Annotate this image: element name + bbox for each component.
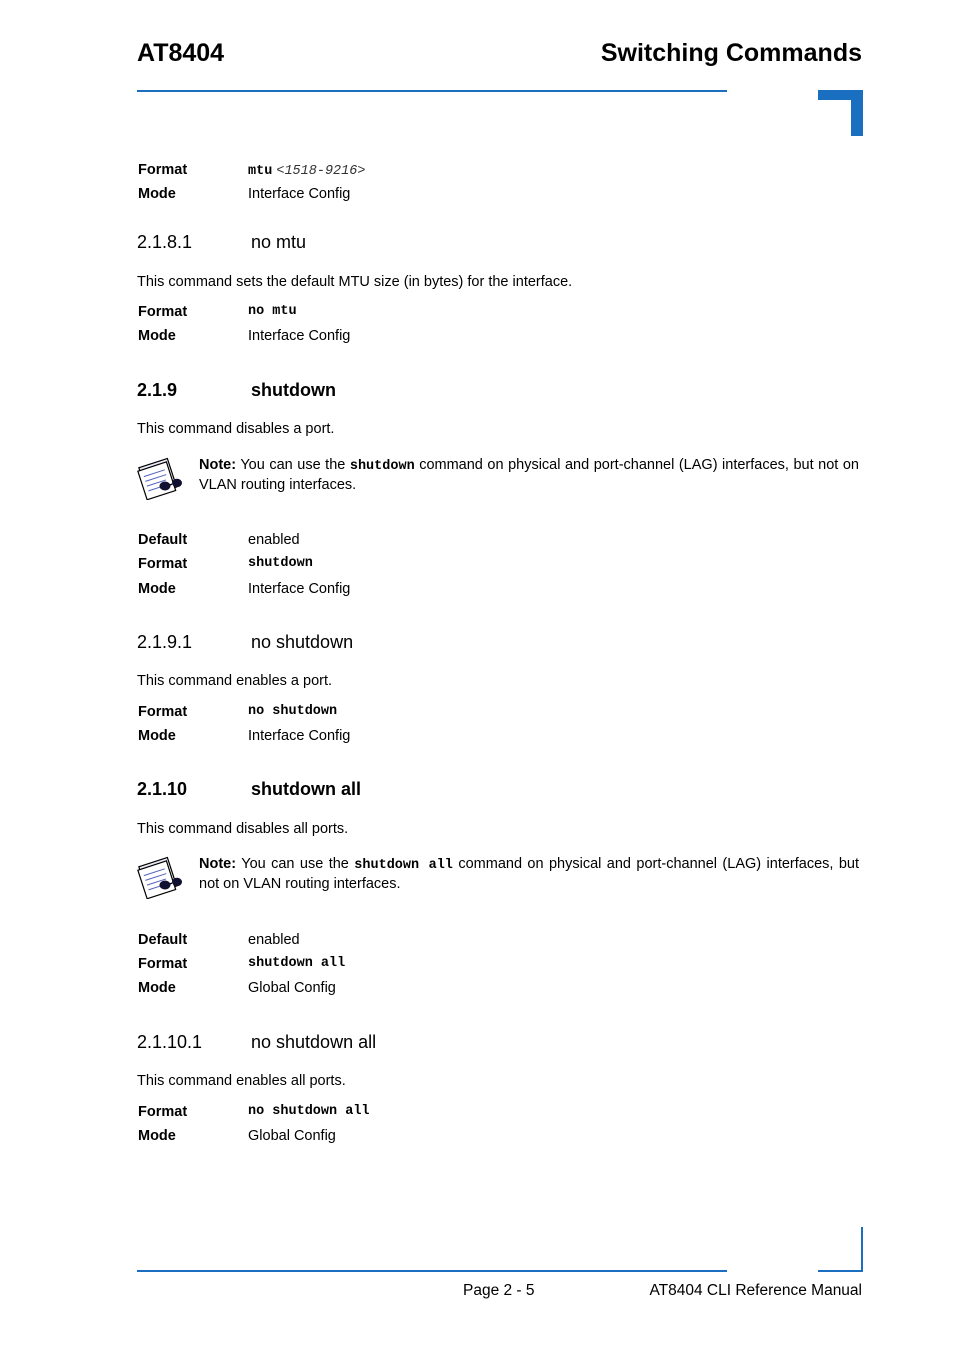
section-description: This command enables all ports. xyxy=(137,1073,346,1089)
mode-value: Interface Config xyxy=(248,728,351,744)
section-number: 2.1.9 xyxy=(137,380,178,400)
format-value: no shutdown all xyxy=(248,1104,370,1119)
mode-label: Mode xyxy=(138,328,176,344)
format-value: no mtu xyxy=(248,304,297,319)
mode-label: Mode xyxy=(138,186,176,202)
mode-value: Interface Config xyxy=(248,328,351,344)
footer-manual-title: AT8404 CLI Reference Manual xyxy=(649,1282,862,1299)
note-text-pre: You can use the xyxy=(236,856,355,872)
format-label: Format xyxy=(138,304,188,320)
header-corner-mark-vertical xyxy=(851,90,863,136)
format-argument: <1518-9216> xyxy=(276,164,366,179)
note-text xyxy=(199,456,859,494)
header-chapter: Switching Commands xyxy=(600,39,862,67)
section-title: no shutdown xyxy=(251,632,354,652)
section-number: 2.1.10.1 xyxy=(137,1032,203,1052)
mode-label: Mode xyxy=(138,980,176,996)
footer-rule xyxy=(137,1270,727,1272)
note-text xyxy=(199,855,859,893)
section-description: This command enables a port. xyxy=(137,673,333,689)
mode-value: Interface Config xyxy=(248,186,351,202)
header-rule xyxy=(137,90,727,92)
format-value: shutdown xyxy=(248,556,313,571)
format-command: mtu xyxy=(248,164,273,179)
section-description: This command sets the default MTU size (in bytes) for the interface. xyxy=(137,274,573,290)
note-command: shutdown all xyxy=(354,858,453,873)
mode-value: Global Config xyxy=(248,1128,336,1144)
format-label: Format xyxy=(138,956,188,972)
default-label: Default xyxy=(138,532,188,548)
note-text-pre: You can use the xyxy=(236,457,350,473)
mode-value: Global Config xyxy=(248,980,336,996)
note-text-post: command on physical and port-channel (LAG) interfaces, but not on VLAN routing interfaces. xyxy=(199,457,859,493)
format-value: no shutdown xyxy=(248,704,338,719)
section-number: 2.1.9.1 xyxy=(137,632,193,652)
section-title: no mtu xyxy=(251,232,307,252)
section-description: This command disables all ports. xyxy=(137,821,349,837)
format-value: shutdown all xyxy=(248,956,346,971)
note-command: shutdown xyxy=(349,459,415,474)
note-notepad-glasses-icon xyxy=(137,456,183,500)
header-product: AT8404 xyxy=(137,39,225,67)
section-number: 2.1.10 xyxy=(137,779,188,799)
note-text-post: command on physical and port-channel (LAG) interfaces, but not on VLAN routing interfaces. xyxy=(199,856,860,892)
default-value: enabled xyxy=(248,932,300,948)
note-label: Note: xyxy=(199,856,237,872)
mode-label: Mode xyxy=(138,728,176,744)
format-label: Format xyxy=(138,704,188,720)
footer-corner-mark xyxy=(818,1270,863,1272)
note-label: Note: xyxy=(199,457,237,473)
format-label: Format xyxy=(138,162,188,178)
default-label: Default xyxy=(138,932,188,948)
mode-label: Mode xyxy=(138,1128,176,1144)
section-title: no shutdown all xyxy=(251,1032,377,1052)
section-number: 2.1.8.1 xyxy=(137,232,193,252)
section-title: shutdown xyxy=(251,380,336,400)
format-label: Format xyxy=(138,556,188,572)
section-title: shutdown all xyxy=(251,779,361,799)
footer-page-number: Page 2 - 5 xyxy=(463,1282,535,1299)
footer-corner-mark-vertical xyxy=(861,1227,863,1272)
default-value: enabled xyxy=(248,532,300,548)
mode-value: Interface Config xyxy=(248,581,351,597)
format-label: Format xyxy=(138,1104,188,1120)
mode-label: Mode xyxy=(138,581,176,597)
section-description: This command disables a port. xyxy=(137,421,335,437)
note-notepad-glasses-icon xyxy=(137,855,183,899)
